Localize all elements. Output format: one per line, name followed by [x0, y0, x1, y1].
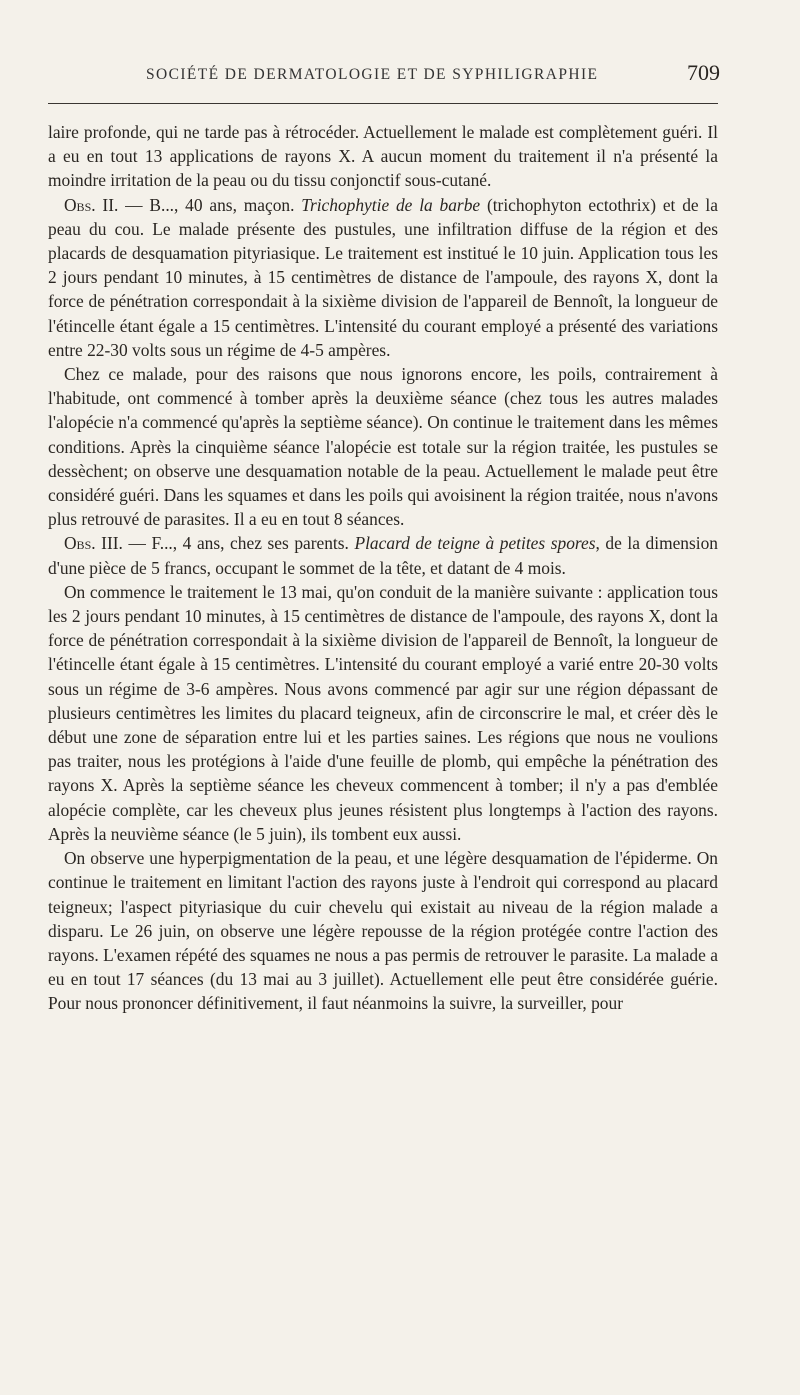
paragraph: On commence le traitement le 13 mai, qu'on conduit de la manière suivante : application tous les 2 jours pendant 10 minutes, à 15 centimètres de distance de l'ampoule, des rayons X, dont la force de pénétration correspondait à la sixième division de l'appareil de Bennoît, la longueur de l'étincelle étant égale à 15 centimètres. L'intensité du courant employé a varié entre 20-30 volts sous un régime de 3-6 ampères. Nous avons commencé par agir sur une région dépassant de plusieurs centimètres les limites du placard teigneux, afin de circonscrire le mal, et créer dès le début une zone de séparation entre lui et les parties saines. Les régions que nous ne voulions pas traiter, nous les protégions à l'aide d'une feuille de plomb, qui empêche la pénétration des rayons X. Après la septième séance les cheveux commencent à tomber; il n'y a pas d'emblée alopécie complète, car les cheveux plus jeunes résistent plus longtemps à l'action des rayons. Après la neuvième séance (le 5 juin), ils tombent eux aussi.	[48, 581, 718, 844]
observation-3	[48, 531, 718, 579]
obs-text: (trichophyton ectothrix) et de la peau du cou. Le malade présente des pustules, une infiltration diffuse de la région et des placards de desquamation pityriasique. Le traitement est institué le 10 juin. Application tous les 2 jours pendant 10 minutes, à 15 centimètres de distance de l'ampoule, des rayons X, dont la force de pénétration correspondait à la sixième division de l'appareil de Bennoît, la longueur de l'étincelle étant égale a 15 centimètres. L'intensité du courant employé a présenté des variations entre 22-30 volts sous un régime de 4-5 ampères.	[48, 194, 718, 360]
observation-2	[48, 193, 718, 362]
paragraph: Chez ce malade, pour des raisons que nous ignorons encore, les poils, contrairement à l'habitude, ont commencé à tomber après la deuxième séance (chez tous les autres malades l'alopécie n'a commencé qu'après la septième séance). On continue le traitement dans les mêmes conditions. Après la cinquième séance l'alopécie est totale sur la région traitée, les pustules se dessèchent; on observe une desquamation notable de la peau. Actuellement le malade peut être considéré guéri. Dans les squames et dans les poils qui avoisinent la région traitée, nous n'avons plus retrouvé de parasites. Il a eu en tout 8 séances.	[48, 364, 718, 530]
obs-diagnosis: Trichophytie de la barbe	[301, 194, 481, 215]
dash: —	[122, 533, 152, 554]
page-header	[48, 60, 720, 90]
obs-subject: B..., 40 ans, maçon.	[149, 194, 302, 215]
paragraph: laire profonde, qui ne tarde pas à rétrocéder. Actuellement le malade est complètement guéri. Il a eu en tout 13 applications de rayons X. A aucun moment du traitement il n'a présenté la moindre irritation de la peau ou du tissu conjonctif sous-cutané.	[48, 122, 718, 191]
dash: —	[118, 194, 150, 215]
obs-text: , de la dimension d'une pièce de 5 francs, occupant le sommet de la tête, et datant de 4 mois.	[48, 533, 718, 578]
obs-label: Obs. III.	[64, 533, 123, 554]
running-title: SOCIÉTÉ DE DERMATOLOGIE ET DE SYPHILIGRAPHIE	[146, 66, 599, 83]
page-number: 709	[687, 60, 720, 85]
paragraph: On observe une hyperpigmentation de la peau, et une légère desquamation de l'épiderme. On continue le traitement en limitant l'action des rayons juste à l'endroit qui correspond au placard teigneux; l'aspect pityriasique du cuir chevelu qui existait au niveau de la région malade a disparu. Le 26 juin, on observe une légère repousse de la région protégée contre l'action des rayons. L'examen répété des squames ne nous a pas permis de retrouver le parasite. La malade a eu en tout 17 séances (du 13 mai au 3 juillet). Actuellement elle peut être considérée guérie. Pour nous prononcer définitivement, il faut néanmoins la suivre, la surveiller, pour	[48, 848, 718, 1014]
obs-diagnosis: Placard de teigne à petites spores	[354, 533, 596, 554]
body-text	[48, 120, 718, 1016]
header-rule	[48, 103, 718, 104]
obs-subject: F..., 4 ans, chez ses parents.	[151, 533, 355, 554]
obs-label: Obs. II.	[64, 194, 119, 215]
